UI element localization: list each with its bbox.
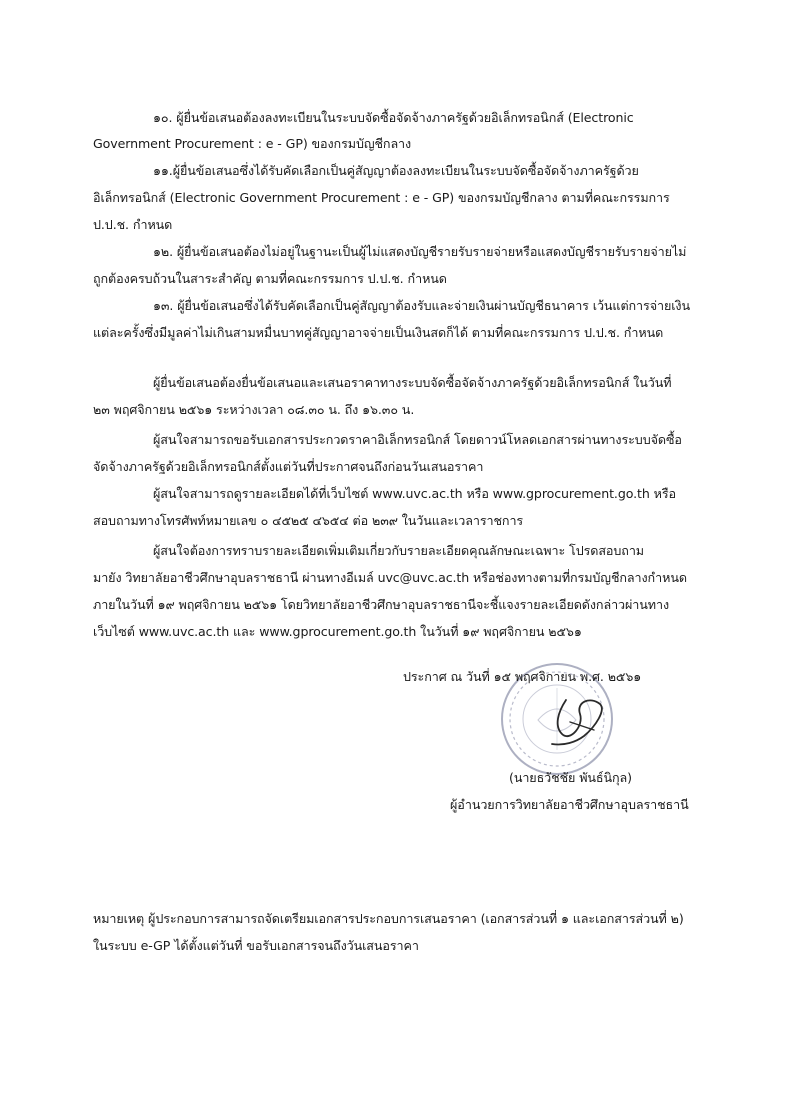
website-line-2: สอบถามทางโทรศัพท์หมายเลข ๐ ๔๕๒๕ ๔๖๕๔ ต่อ ๒๓๙ ในวันและเวลาราชการ [93, 513, 524, 528]
condition-11-line-3: ป.ป.ช. กำหนด [93, 217, 173, 232]
inquiry-line-4: เว็บไซต์ www.uvc.ac.th และ www.gprocurement.go.th ในวันที่ ๑๙ พฤศจิกายน ๒๕๖๑ [93, 624, 582, 639]
submission-line-2: ๒๓ พฤศจิกายน ๒๕๖๑ ระหว่างเวลา ๐๘.๓๐ น. ถึง ๑๖.๓๐ น. [93, 402, 415, 417]
condition-13-line-1: ๑๓. ผู้ยื่นข้อเสนอซึ่งได้รับคัดเลือกเป็นคู่สัญญาต้องรับและจ่ายเงินผ่านบัญชีธนาคาร เว้นแต่การจ่ายเงิน [153, 298, 690, 313]
condition-10-line-2: Government Procurement : e - GP) ของกรมบัญชีกลาง [93, 136, 412, 151]
condition-12-line-2: ถูกต้องครบถ้วนในสาระสำคัญ ตามที่คณะกรรมการ ป.ป.ช. กำหนด [93, 271, 447, 286]
download-line-1: ผู้สนใจสามารถขอรับเอกสารประกวดราคาอิเล็กทรอนิกส์ โดยดาวน์โหลดเอกสารผ่านทางระบบจัดซื้อ [153, 432, 682, 447]
condition-11-line-2: อิเล็กทรอนิกส์ (Electronic Government Procurement : e - GP) ของกรมบัญชีกลาง ตามที่คณะกรรมการ [93, 190, 670, 205]
condition-13-line-2: แต่ละครั้งซึ่งมีมูลค่าไม่เกินสามหมื่นบาทคู่สัญญาอาจจ่ายเป็นเงินสดก็ได้ ตามที่คณะกรรมการ ป.ป.ช. กำหนด [93, 325, 664, 340]
submission-line-1: ผู้ยื่นข้อเสนอต้องยื่นข้อเสนอและเสนอราคาทางระบบจัดซื้อจัดจ้างภาครัฐด้วยอิเล็กทรอนิกส์ ในวันที่ [153, 375, 672, 390]
inquiry-line-3: ภายในวันที่ ๑๙ พฤศจิกายน ๒๕๖๑ โดยวิทยาลัยอาชีวศึกษาอุบลราชธานีจะชี้แจงรายละเอียดดังกล่าวผ่านทาง [93, 597, 670, 612]
signer-title: ผู้อำนวยการวิทยาลัยอาชีวศึกษาอุบลราชธานี [450, 797, 689, 812]
remark-line-1: หมายเหตุ ผู้ประกอบการสามารถจัดเตรียมเอกสารประกอบการเสนอราคา (เอกสารส่วนที่ ๑ และเอกสารส่วนที่ ๒) [93, 911, 684, 926]
download-line-2: จัดจ้างภาครัฐด้วยอิเล็กทรอนิกส์ตั้งแต่วันที่ประกาศจนถึงก่อนวันเสนอราคา [93, 459, 484, 474]
condition-11-line-1: ๑๑.ผู้ยื่นข้อเสนอซึ่งได้รับคัดเลือกเป็นคู่สัญญาต้องลงทะเบียนในระบบจัดซื้อจัดจ้างภาครัฐด้วย [153, 163, 639, 178]
condition-10-line-1: ๑๐. ผู้ยื่นข้อเสนอต้องลงทะเบียนในระบบจัดซื้อจัดจ้างภาครัฐด้วยอิเล็กทรอนิกส์ (Electronic [153, 110, 634, 125]
remark-line-2: ในระบบ e-GP ได้ตั้งแต่วันที่ ขอรับเอกสารจนถึงวันเสนอราคา [93, 938, 419, 953]
signer-name: (นายธวัชชัย พันธ์นิกุล) [509, 770, 632, 785]
announcement-date: ประกาศ ณ วันที่ ๑๕ พฤศจิกายน พ.ศ. ๒๕๖๑ [403, 669, 642, 684]
signature-icon [540, 686, 612, 752]
inquiry-line-1: ผู้สนใจต้องการทราบรายละเอียดเพิ่มเติมเกี่ยวกับรายละเอียดคุณลักษณะเฉพาะ โปรดสอบถาม [153, 543, 644, 558]
inquiry-line-2: มายัง วิทยาลัยอาชีวศึกษาอุบลราชธานี ผ่านทางอีเมล์ uvc@uvc.ac.th หรือช่องทางตามที่กรมบัญชีกลางกำหนด [93, 570, 687, 585]
condition-12-line-1: ๑๒. ผู้ยื่นข้อเสนอต้องไม่อยู่ในฐานะเป็นผู้ไม่แสดงบัญชีรายรับรายจ่ายหรือแสดงบัญชีรายรับรายจ่ายไม่ [153, 244, 687, 259]
website-line-1: ผู้สนใจสามารถดูรายละเอียดได้ที่เว็บไซต์ www.uvc.ac.th หรือ www.gprocurement.go.th หรือ [153, 486, 676, 501]
